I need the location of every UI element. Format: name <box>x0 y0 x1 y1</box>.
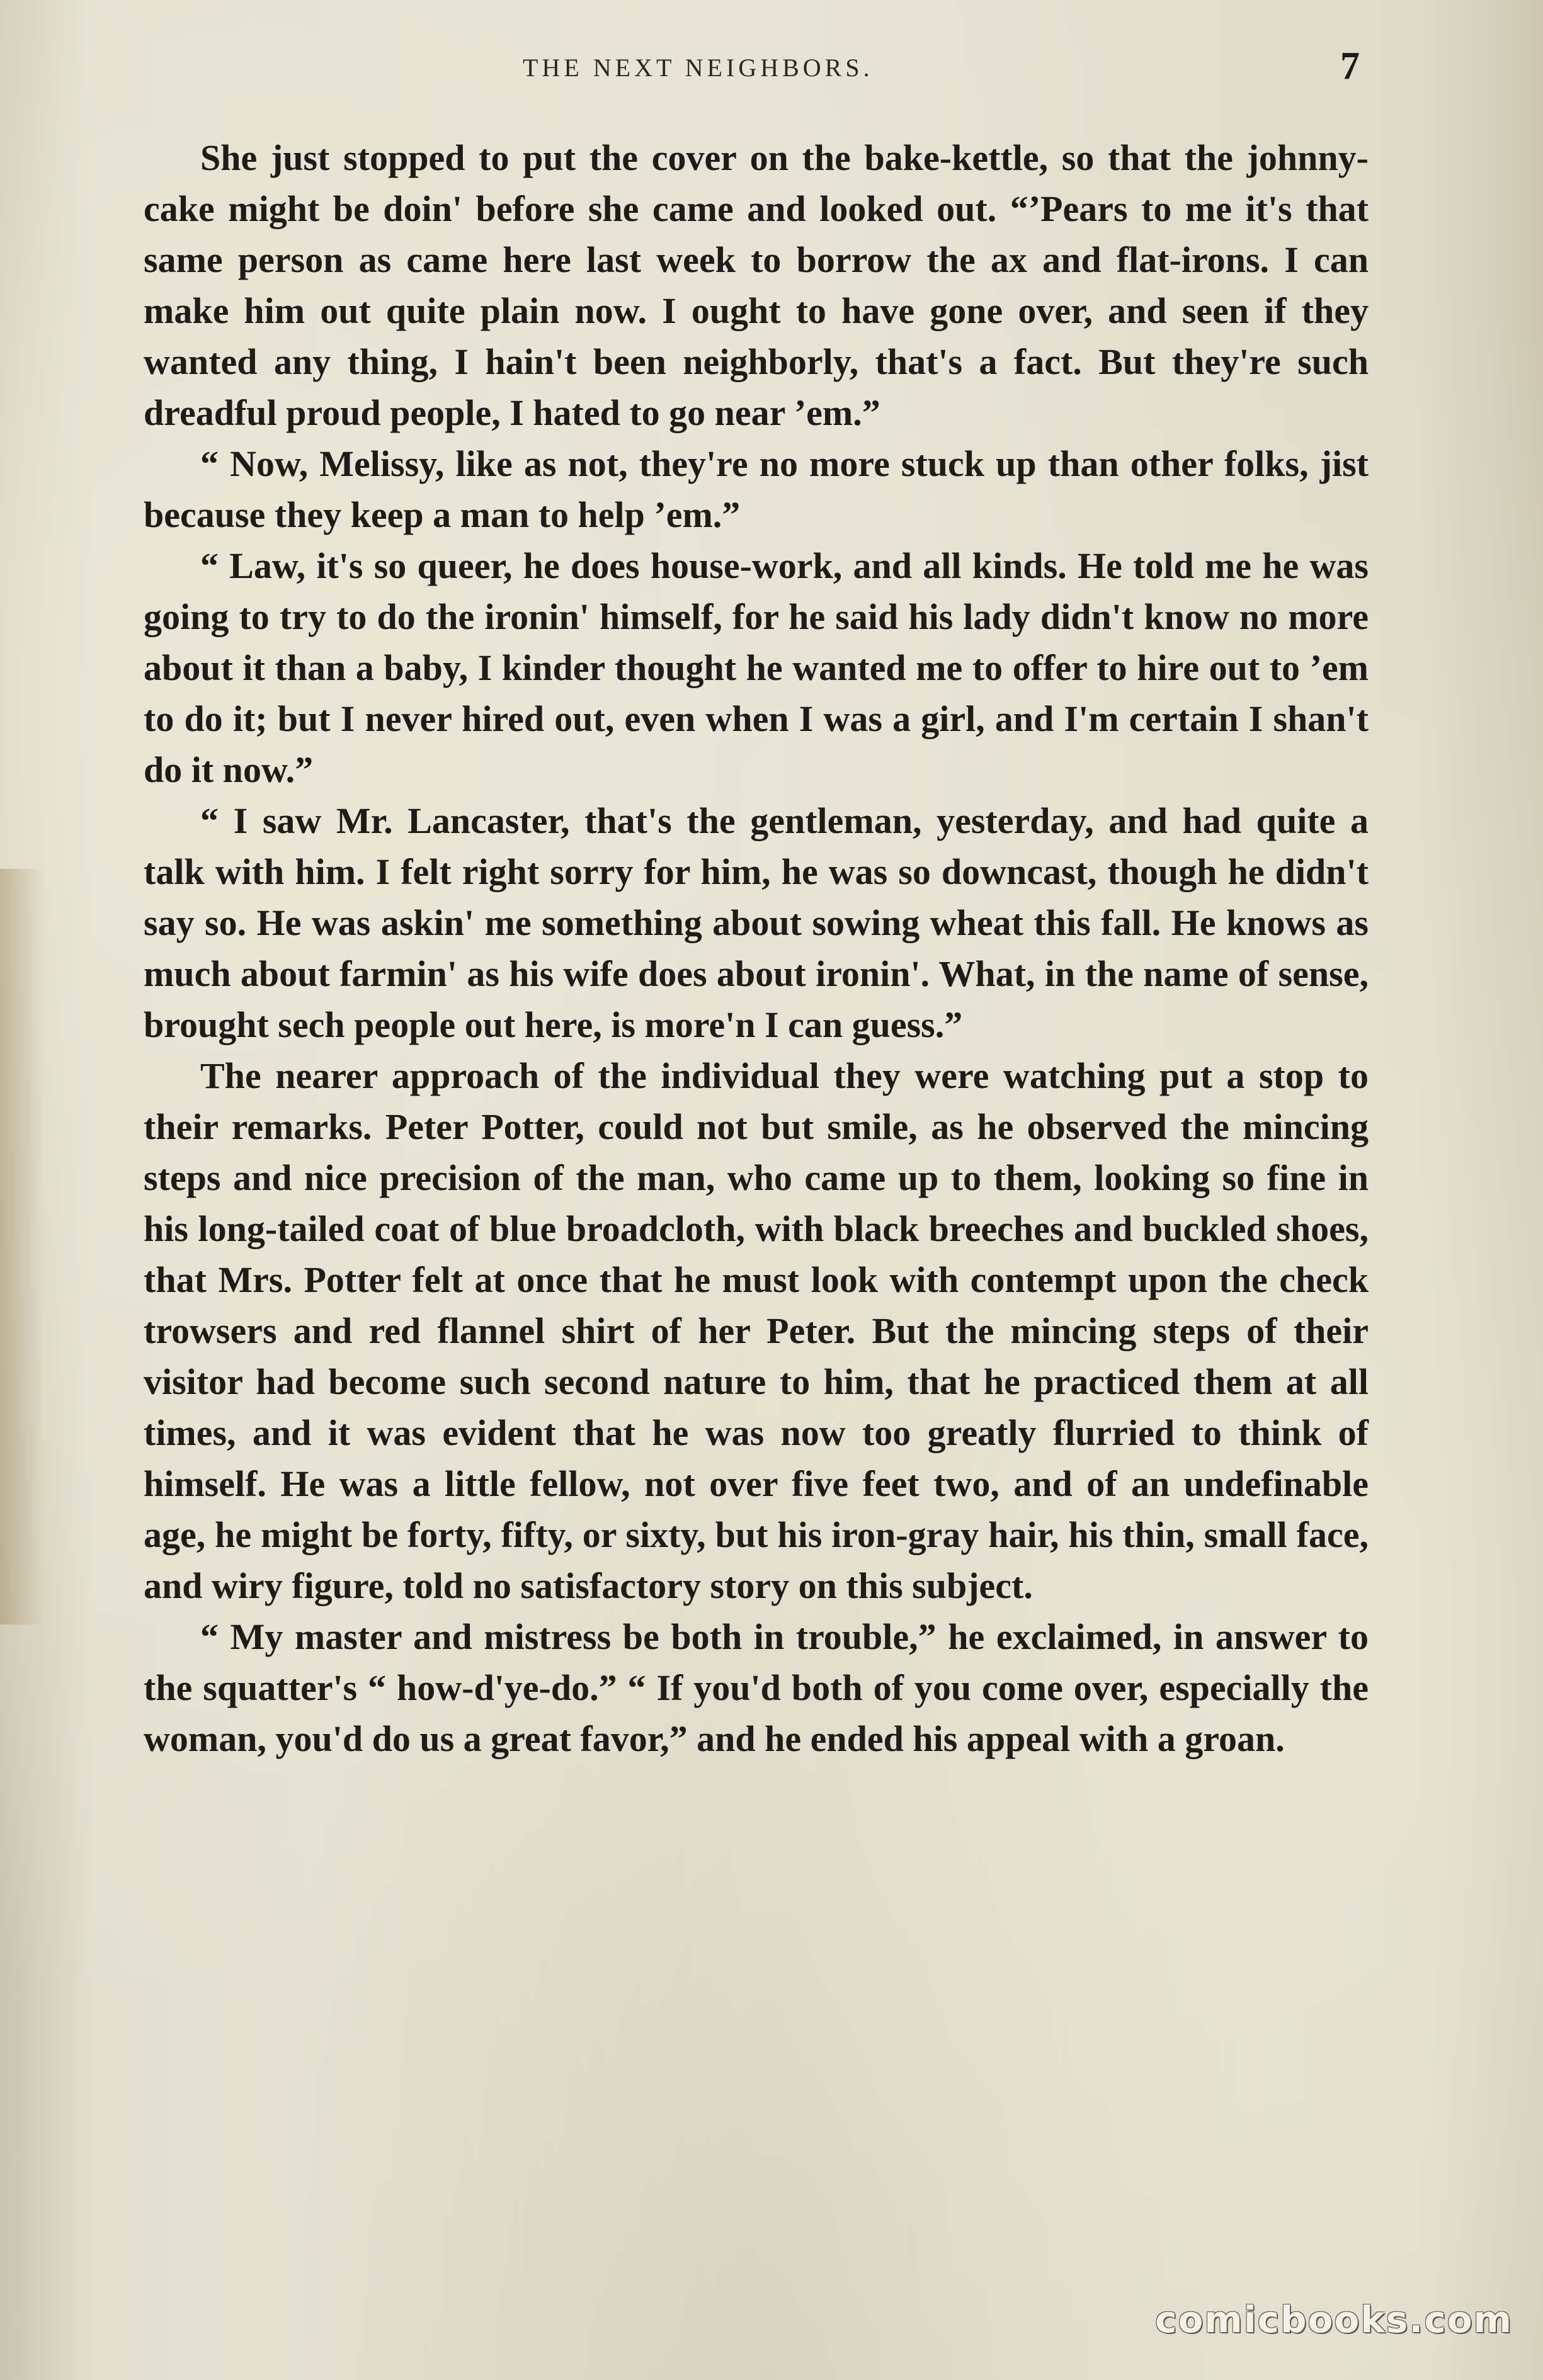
running-head: THE NEXT NEIGHBORS. <box>523 54 874 82</box>
paragraph: “ Law, it's so queer, he does house-work, and all kinds. He told me he was going to try to do the ironin' himself, for he said his lady didn't know no more about it than a baby, I kinder thought he wanted me to offer to hire out to ’em to do it; but I never hired out, even when I was a girl, and I'm certain I shan't do it now.” <box>144 545 1369 790</box>
body-text <box>144 132 1369 1764</box>
page-header <box>0 44 1543 88</box>
paragraph: She just stopped to put the cover on the bake-kettle, so that the johnny-cake might be doin' before she came and looked out. “’Pears to me it's that same person as came here last week to borrow the ax and flat-irons. I can make him out quite plain now. I ought to have gone over, and seen if they wanted any thing, I hain't been neighborly, that's a fact. But they're such dreadful proud people, I hated to go near ’em.” <box>144 137 1369 433</box>
paragraph: “ My master and mistress be both in trouble,” he exclaimed, in answer to the squatter's “ how-d'ye-do.” “ If you'd both of you come over, especially the woman, you'd do us a great favor,” and he ended his appeal with a groan. <box>144 1616 1369 1759</box>
watermark: comicbooks.com <box>1155 2298 1513 2341</box>
paragraph: “ I saw Mr. Lancaster, that's the gentleman, yesterday, and had quite a talk with him. I felt right sorry for him, he was so downcast, though he didn't say so. He was askin' me something about sowing wheat this fall. He knows as much about farmin' as his wife does about ironin'. What, in the name of sense, brought sech people out here, is more'n I can guess.” <box>144 800 1369 1045</box>
paragraph: The nearer approach of the individual they were watching put a stop to their remarks. Peter Potter, could not but smile, as he observed the mincing steps and nice precision of the man, who came up to them, looking so fine in his long-tailed coat of blue broadcloth, with black breeches and buckled shoes, that Mrs. Potter felt at once that he must look with contempt upon the check trowsers and red flannel shirt of her Peter. But the mincing steps of their visitor had become such second nature to him, that he practiced them at all times, and it was evident that he was now too greatly flurried to think of himself. He was a little fellow, not over five feet two, and of an undefinable age, he might be forty, fifty, or sixty, but his iron-gray hair, his thin, small face, and wiry figure, told no satisfactory story on this subject. <box>144 1055 1369 1606</box>
page-number: 7 <box>1340 45 1360 88</box>
page-stain <box>0 869 44 1624</box>
paragraph: “ Now, Melissy, like as not, they're no more stuck up than other folks, jist because they keep a man to help ’em.” <box>144 443 1369 535</box>
